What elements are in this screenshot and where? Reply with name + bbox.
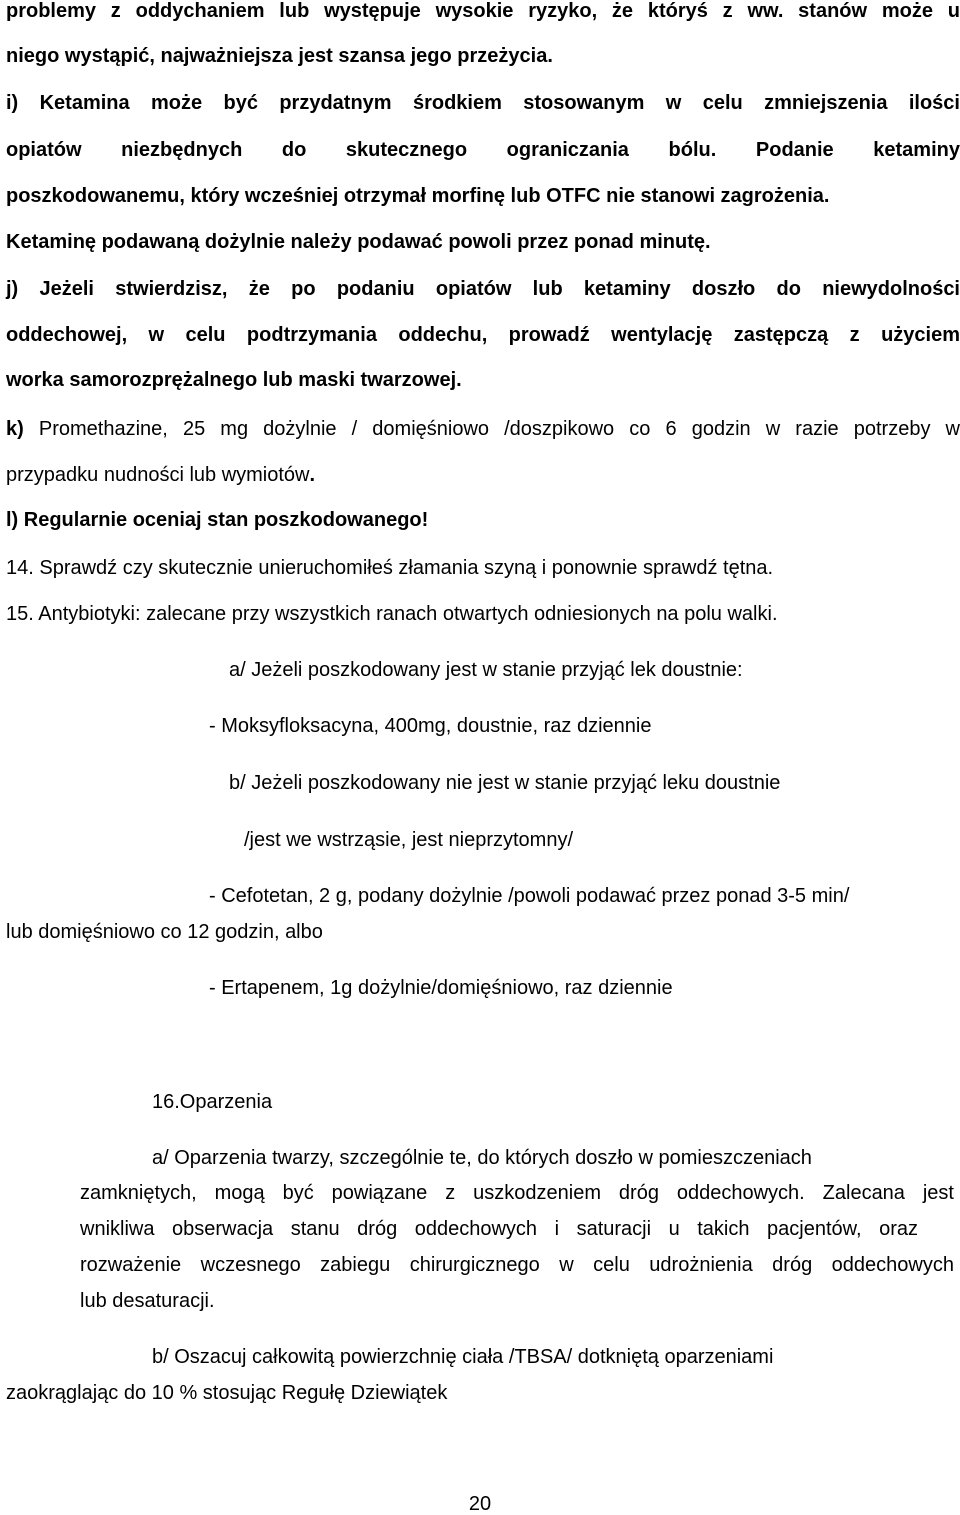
antibiotics-a-heading: a/ Jeżeli poszkodowany jest w stanie przyjąć lek doustnie:: [229, 659, 743, 681]
paragraph-k-line-2-period: .: [309, 464, 316, 486]
burns-a-line-1: a/ Oparzenia twarzy, szczególnie te, do których doszło w pomieszczeniach: [152, 1147, 812, 1169]
antibiotics-b-heading: b/ Jeżeli poszkodowany nie jest w stanie przyjąć leku doustnie: [229, 772, 781, 794]
antibiotics-a-drug: - Moksyfloksacyna, 400mg, doustnie, raz dziennie: [209, 715, 652, 737]
antibiotics-b-drug-1-continued: lub domięśniowo co 12 godzin, albo: [6, 921, 323, 943]
paragraph-i-line-1: i) Ketamina może być przydatnym środkiem stosowanym w celu zmniejszenia ilości: [6, 92, 960, 114]
paragraph-j-line-2: oddechowej, w celu podtrzymania oddechu, prowadź wentylację zastępczą z użyciem: [6, 324, 960, 346]
paragraph-i-line-3: poszkodowanemu, który wcześniej otrzymał morfinę lub OTFC nie stanowi zagrożenia.: [6, 185, 830, 207]
paragraph-k-line-1: [6, 418, 960, 441]
antibiotics-b-drug-2: - Ertapenem, 1g dożylnie/domięśniowo, raz dziennie: [209, 977, 673, 999]
antibiotics-b-note: /jest we wstrząsie, jest nieprzytomny/: [244, 829, 573, 851]
paragraph-i-line-2: opiatów niezbędnych do skutecznego ograniczania bólu. Podanie ketaminy: [6, 139, 960, 161]
burns-a-line-4: rozważenie wczesnego zabiegu chirurgicznego w celu udrożnienia dróg oddechowych: [80, 1254, 954, 1276]
burns-b-line-2: zaokrąglając do 10 % stosując Regułę Dziewiątek: [6, 1382, 448, 1404]
burns-a-line-3: wnikliwa obserwacja stanu dróg oddechowych i saturacji u takich pacjentów, oraz: [80, 1218, 918, 1240]
paragraph-k-line-2: [6, 464, 315, 487]
paragraph-h-line-2: niego wystąpić, najważniejsza jest szansa jego przeżycia.: [6, 45, 553, 67]
paragraph-j-line-1: j) Jeżeli stwierdzisz, że po podaniu opiatów lub ketaminy doszło do niewydolności: [6, 278, 960, 300]
paragraph-k-label: k): [6, 418, 24, 440]
burns-a-line-2: zamkniętych, mogą być powiązane z uszkodzeniem dróg oddechowych. Zalecana jest: [80, 1182, 954, 1204]
page-number: 20: [468, 1493, 492, 1515]
paragraph-h-line-1: problemy z oddychaniem lub występuje wysokie ryzyko, że któryś z ww. stanów może u: [6, 0, 960, 22]
paragraph-k-text: Promethazine, 25 mg dożylnie / domięśniowo /doszpikowo co 6 godzin w razie potrzeby w: [23, 418, 960, 440]
paragraph-l: l) Regularnie oceniaj stan poszkodowanego!: [6, 509, 429, 531]
item-15: 15. Antybiotyki: zalecane przy wszystkich ranach otwartych odniesionych na polu walki.: [6, 603, 778, 625]
item-16-title: 16.Oparzenia: [152, 1091, 273, 1113]
paragraph-k-line-2-text: przypadku nudności lub wymiotów: [6, 464, 310, 486]
burns-b-line-1: b/ Oszacuj całkowitą powierzchnię ciała /TBSA/ dotkniętą oparzeniami: [152, 1346, 774, 1368]
paragraph-j-line-3: worka samorozprężalnego lub maski twarzowej.: [6, 369, 462, 391]
burns-a-line-5: lub desaturacji.: [80, 1290, 215, 1312]
paragraph-i-line-4: Ketaminę podawaną dożylnie należy podawać powoli przez ponad minutę.: [6, 231, 711, 253]
antibiotics-b-drug-1: - Cefotetan, 2 g, podany dożylnie /powoli podawać przez ponad 3-5 min/: [209, 885, 850, 907]
item-14: 14. Sprawdź czy skutecznie unieruchomiłeś złamania szyną i ponownie sprawdź tętna.: [6, 557, 774, 579]
